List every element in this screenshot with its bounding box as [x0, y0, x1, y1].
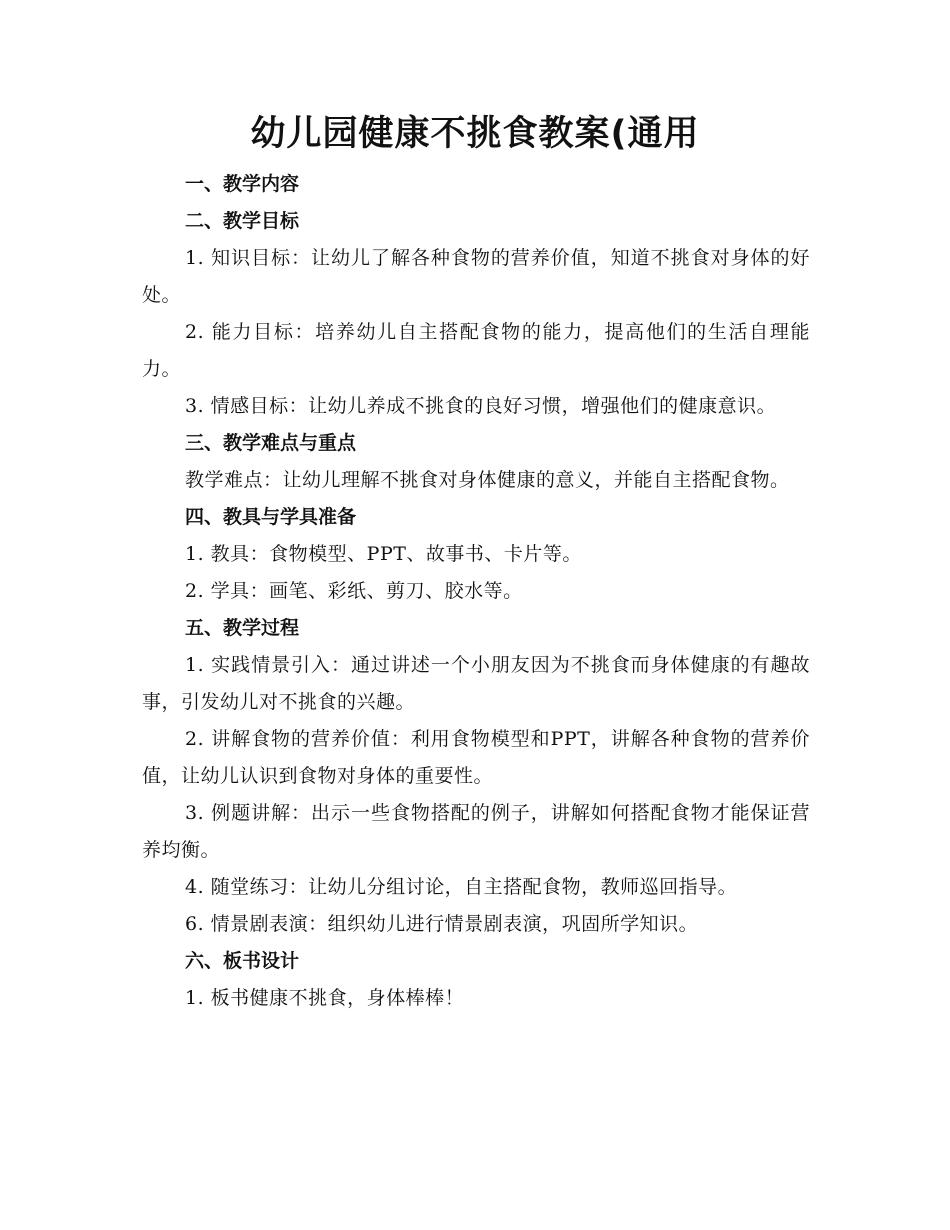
document-title: 幼儿园健康不挑食教案(通用: [250, 114, 700, 154]
document-body: [142, 166, 810, 1017]
process-step-4: 4. 随堂练习：让幼儿分组讨论，自主搭配食物，教师巡回指导。: [185, 876, 738, 898]
objective-emotion: 3. 情感目标：让幼儿养成不挑食的良好习惯，增强他们的健康意识。: [185, 395, 777, 417]
process-step-6: 6. 情景剧表演：组织幼儿进行情景剧表演，巩固所学知识。: [185, 913, 699, 935]
materials-student: 2. 学具：画笔、彩纸、剪刀、胶水等。: [185, 580, 523, 602]
objective-knowledge: 1. 知识目标：让幼儿了解各种食物的营养价值，知道不挑食对身体的好处。: [142, 247, 810, 306]
section-heading-process: 五、教学过程: [185, 617, 300, 639]
process-step-2: 2. 讲解食物的营养价值：利用食物模型和PPT，讲解各种食物的营养价值，让幼儿认识到食物对身体的重要性。: [142, 728, 810, 787]
process-step-1: 1. 实践情景引入：通过讲述一个小朋友因为不挑食而身体健康的有趣故事，引发幼儿对不挑食的兴趣。: [142, 654, 810, 713]
section-heading-objectives: 二、教学目标: [185, 210, 300, 232]
materials-teacher: 1. 教具：食物模型、PPT、故事书、卡片等。: [185, 543, 582, 565]
difficulty-item: 教学难点：让幼儿理解不挑食对身体健康的意义，并能自主搭配食物。: [185, 469, 790, 491]
process-step-3: 3. 例题讲解：出示一些食物搭配的例子，讲解如何搭配食物才能保证营养均衡。: [142, 802, 810, 861]
section-heading-difficulties: 三、教学难点与重点: [185, 432, 357, 454]
section-heading-materials: 四、教具与学具准备: [185, 506, 357, 528]
section-heading-content: 一、教学内容: [185, 173, 300, 195]
board-design-item: 1. 板书健康不挑食，身体棒棒！: [185, 987, 465, 1009]
section-heading-board: 六、板书设计: [185, 950, 300, 972]
objective-ability: 2. 能力目标：培养幼儿自主搭配食物的能力，提高他们的生活自理能力。: [142, 321, 810, 380]
